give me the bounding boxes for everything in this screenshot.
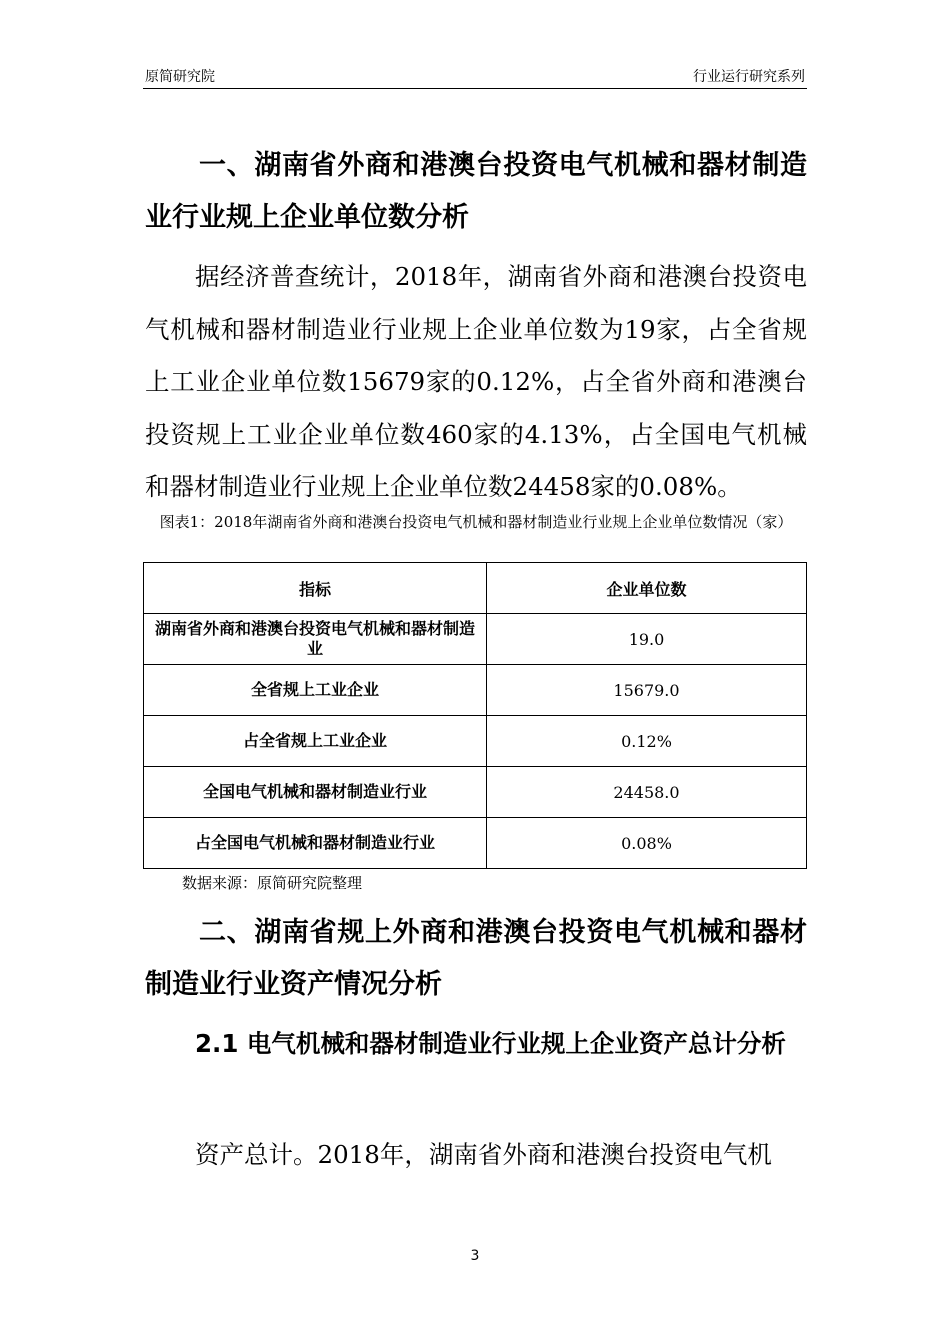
table-row [144,665,807,716]
section2-paragraph: 资产总计。2018年，湖南省外商和港澳台投资电气机 [195,1140,772,1169]
row-value: 0.08% [487,818,807,869]
row-label: 全省规上工业企业 [144,665,487,716]
data-table [143,562,807,869]
section2-subtitle: 2.1 电气机械和器材制造业行业规上企业资产总计分析 [195,1029,786,1058]
page-number: 3 [470,1248,480,1264]
section1-paragraph: 据经济普查统计，2018年，湖南省外商和港澳台投资电气机械和器材制造业行业规上企业单位数为19家，占全省规上工业企业单位数15679家的0.12%，占全省外商和港澳台投资规上工业企业单位数460家的4.13%，占全国电气机械和器材制造业行业规上企业单位数24458家的0.08%。 [145,262,807,501]
table-row [144,767,807,818]
row-label: 湖南省外商和港澳台投资电气机械和器材制造业 [144,614,487,665]
row-value: 15679.0 [487,665,807,716]
row-value: 19.0 [487,614,807,665]
row-value: 24458.0 [487,767,807,818]
row-label: 占全省规上工业企业 [144,716,487,767]
table-row [144,614,807,665]
header-divider [143,88,807,89]
section1-title: 一、湖南省外商和港澳台投资电气机械和器材制造业行业规上企业单位数分析 [145,150,807,233]
table-row [144,818,807,869]
section2-title: 二、湖南省规上外商和港澳台投资电气机械和器材制造业行业资产情况分析 [145,917,807,1000]
header-series: 行业运行研究系列 [693,69,805,85]
row-value: 0.12% [487,716,807,767]
table-source-note: 数据来源：原简研究院整理 [182,874,363,892]
header-publisher: 原简研究院 [145,69,215,85]
table-header-row [144,563,807,614]
table-row [144,716,807,767]
table-header-indicator: 指标 [144,563,487,614]
row-label: 占全国电气机械和器材制造业行业 [144,818,487,869]
table-caption: 图表1：2018年湖南省外商和港澳台投资电气机械和器材制造业行业规上企业单位数情况（家） [159,513,793,531]
row-label: 全国电气机械和器材制造业行业 [144,767,487,818]
table-header-count: 企业单位数 [487,563,807,614]
